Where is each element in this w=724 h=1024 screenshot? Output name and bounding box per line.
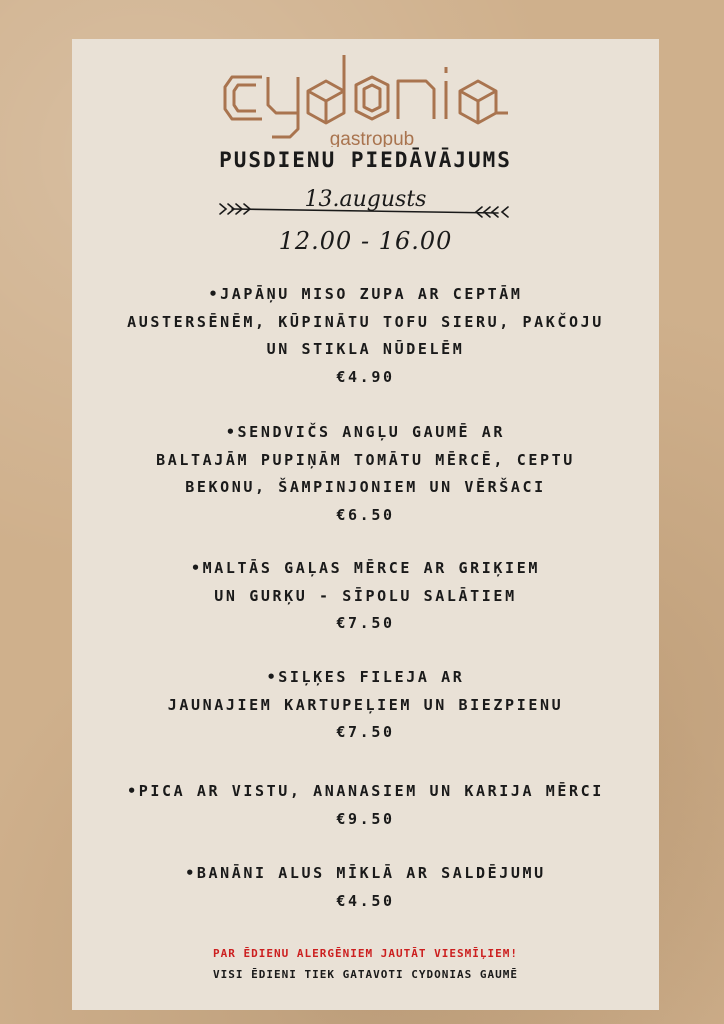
menu-item-line: BEKONU, ŠAMPINJONIEM UN VĒRŠACI [185,478,546,496]
logo-subtitle: gastropub [329,129,415,147]
menu-item-price: €7.50 [336,614,395,632]
menu-item-line: AUSTERSĒNĒM, KŪPINĀTU TOFU SIERU, PAKČOJU [127,312,604,331]
cydonia-logo [222,47,512,147]
menu-item-line: •JAPĀŅU MISO ZUPA AR CEPTĀM [208,285,523,303]
cydonia-logo-graphic [222,47,512,147]
menu-item-line: JAUNAJIEM KARTUPEĻIEM UN BIEZPIENU [167,695,564,714]
menu-item-price: €4.50 [336,891,395,910]
menu-item-price: €7.50 [336,723,395,741]
menu-item [72,664,659,747]
menu-item-line: UN STIKLA NŪDELĒM [266,340,465,358]
menu-item-line: •PICA AR VISTU, ANANASIEM UN KARIJA MĒRCI [127,782,604,800]
menu-item-price: €9.50 [336,809,395,828]
menu-item-line: UN GURĶU - SĪPOLU SALĀTIEM [214,586,517,605]
menu-item [72,555,659,638]
menu-item-price: €6.50 [336,505,395,524]
date-ornament [72,187,659,227]
menu-item [72,281,659,391]
allergen-note: PAR ĒDIENU ALERGĒNIEM JAUTĀT VIESMĪĻIEM! [213,947,518,960]
menu-item [72,778,659,833]
menu-item [72,860,659,915]
page-title: PUSDIENU PIEDĀVĀJUMS [219,148,512,172]
menu-item-line: •SENDVIČS ANGĻU GAUMĒ AR [225,423,506,441]
menu-item-line: •BANĀNI ALUS MĪKLĀ AR SALDĒJUMU [185,864,546,882]
menu-item-line: BALTAJĀM PUPIŅĀM TOMĀTU MĒRCĒ, CEPTU [156,450,575,469]
style-note: VISI ĒDIENI TIEK GATAVOTI CYDONIAS GAUMĒ [213,968,518,981]
serving-hours: 12.00 - 16.00 [278,227,453,255]
menu-card [72,39,659,1010]
menu-item-line: •SIĻĶES FILEJA AR [266,668,465,686]
menu-date: 13.augusts [304,187,427,212]
menu-item-line: •MALTĀS GAĻAS MĒRCE AR GRIĶIEM [191,559,540,577]
menu-item [72,419,659,529]
menu-item-price: €4.90 [336,367,395,386]
